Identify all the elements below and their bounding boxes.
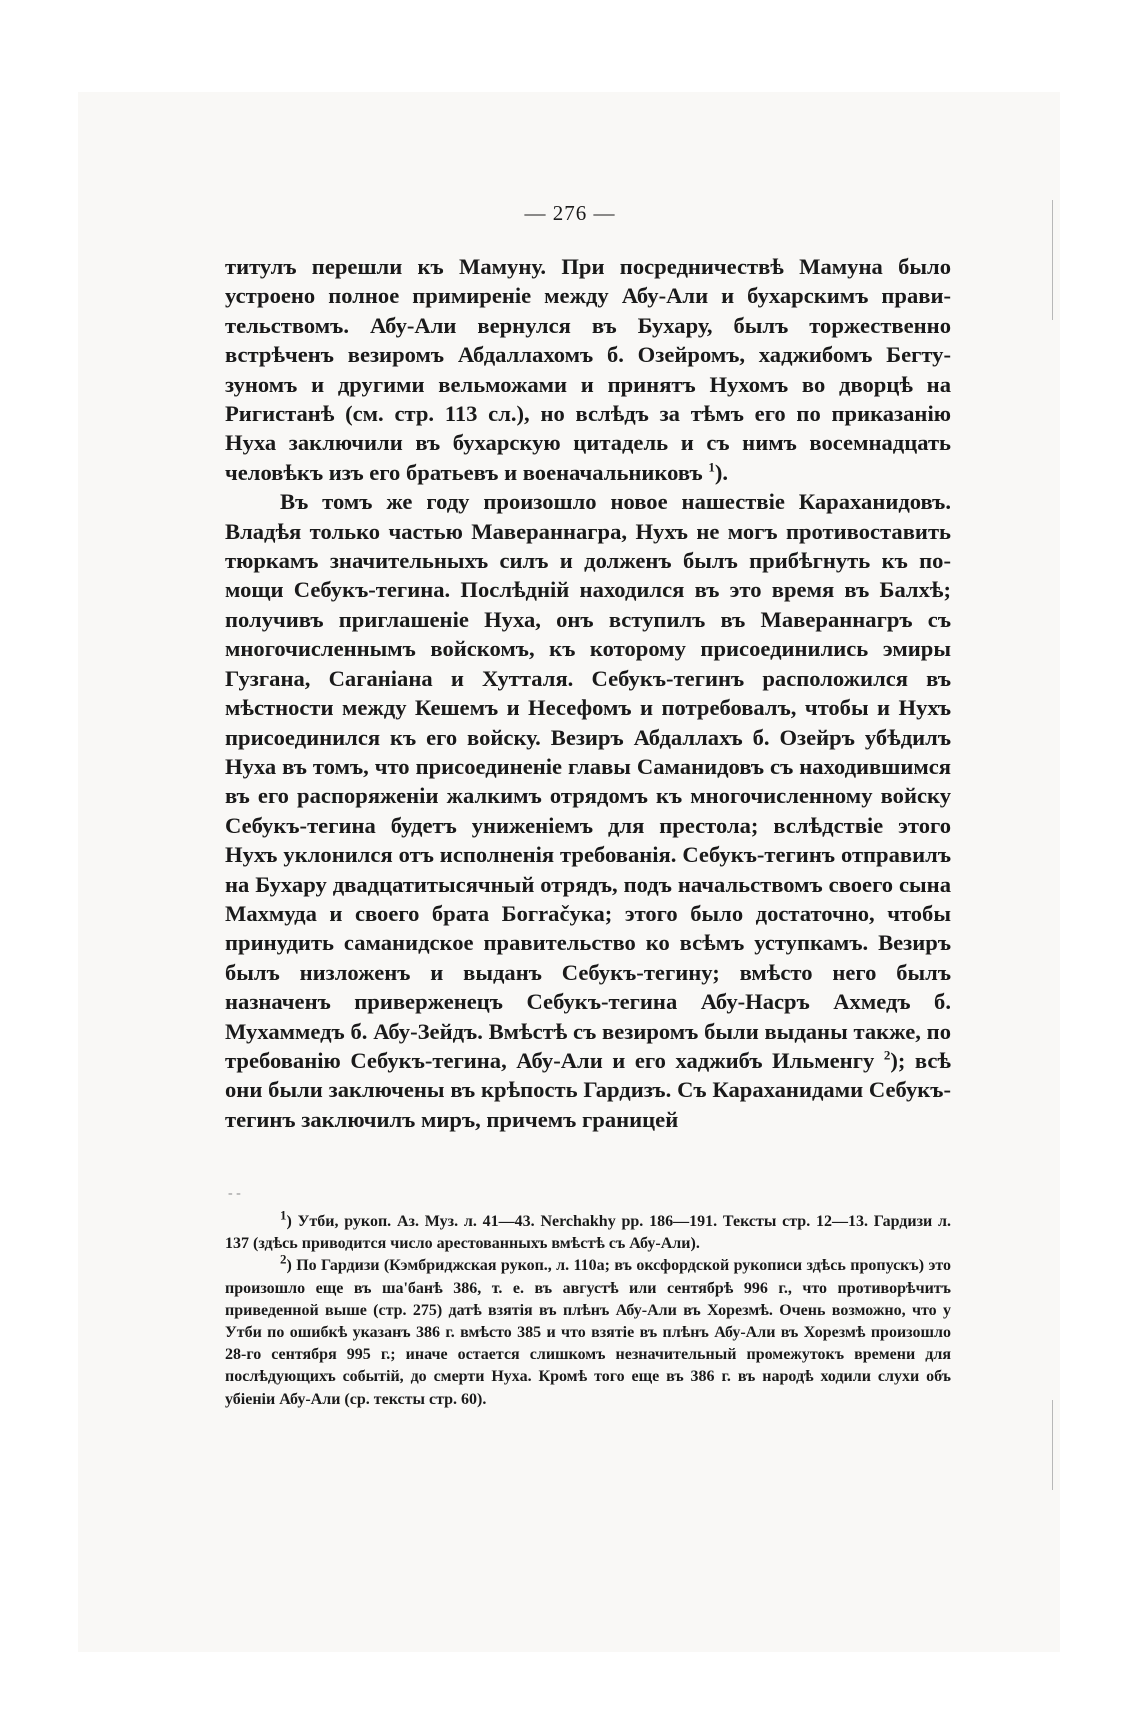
- footnote-1-text: ) Утби, рукоп. Аз. Муз. л. 41—43. Nerchakhy pp. 186—191. Тексты стр. 12—13. Гардизи л. 137 (здѣсь приводится число арестованныхъ вмѣстѣ съ Абу-Али).: [225, 1213, 951, 1253]
- footnotes: [225, 1207, 951, 1411]
- paragraph-1-end: ).: [714, 459, 729, 485]
- footnote-2-text: ) По Гардизи (Кэмбриджская рукоп., л. 110а; въ оксфордской рукописи здѣсь пропускъ) это произошло еще въ ша'банѣ 386, т. е. въ августѣ или сентябрѣ 996 г., что противорѣчитъ приведенной выше (стр. 275) датѣ взятія въ плѣнъ Абу-Али въ Хорезмѣ. Очень возможно, что у Утби по ошибкѣ указанъ 386 г. вмѣсто 385 и что взятіе въ плѣнъ Абу-Али въ Хорезмѣ произошло 28-го сентября 995 г.; иначе остается слишкомъ незначительный промежутокъ времени для послѣдующихъ событій, до смерти Нуха. Кромѣ того еще въ 386 г. въ народѣ ходили слухи объ убіеніи Абу-Али (ср. тексты стр. 60).: [225, 1257, 951, 1408]
- footnote-1-marker: 1: [280, 1207, 287, 1223]
- paragraph-1-text: титулъ перешли къ Мамуну. При посредничествѣ Мамуна было устроено полное примиреніе между Абу-Али и бухарскимъ правительствомъ. Абу-Али вернулся въ Бухару, былъ торжественно встрѣченъ везиромъ Абдаллахомъ б. Озейромъ, хаджибомъ Бегтузуномъ и другими вельможами и принятъ Нухомъ во дворцѣ на Ригистанѣ (см. стр. 113 сл.), но вслѣдъ за тѣмъ его по приказанію Нуха заключили въ бухарскую цитадель и съ нимъ восемнадцать человѣкъ изъ его братьевъ и военачальниковъ: [225, 254, 951, 485]
- footnote-2: [225, 1252, 951, 1410]
- footnote-1: [225, 1207, 951, 1255]
- paragraph-2-text: Въ томъ же году произошло новое нашествіе Караханидовъ. Владѣя только частью Мавераннагра, Нухъ не могъ противоставить тюркамъ значительныхъ силъ и долженъ былъ прибѣгнуть къ помощи Себукъ-тегина. Послѣдній находился въ это время въ Балхѣ; получивъ приглашеніе Нуха, онъ вступилъ въ Мавераннагръ съ многочисленнымъ войскомъ, къ которому присоединились эмиры Гузгана, Саганіана и Хутталя. Себукъ-тегинъ расположился въ мѣстности между Кешемъ и Несефомъ и потребовалъ, чтобы и Нухъ присоединился къ его войску. Везиръ Абдаллахъ б. Озейръ убѣдилъ Нуха въ томъ, что присоединеніе главы Саманидовъ съ находившимся въ его распоряженіи жалкимъ отрядомъ къ многочисленному войску Себукъ-тегина будетъ униженіемъ для престола; вслѣдствіе этого Нухъ уклонился отъ исполненія требованія. Себукъ-тегинъ отправилъ на Бухару двадцатитысячный отрядъ, подъ начальствомъ своего сына Махмуда и своего брата Богračука; этого было достаточно, чтобы принудить саманидское правительство ко всѣмъ уступкамъ. Везиръ былъ низложенъ и выданъ Себукъ-тегину; вмѣсто него былъ назначенъ приверженецъ Себукъ-тегина Абу-Насръ Ахмедъ б. Мухаммедъ б. Абу-Зейдъ. Вмѣстѣ съ везиромъ были выданы также, по требованію Себукъ-тегина, Абу-Али и его хаджибъ Ильменгу: [225, 489, 951, 1073]
- main-text: [225, 252, 951, 1134]
- page-number: — 276 —: [524, 201, 616, 225]
- stray-marks: - -: [228, 1186, 241, 1201]
- footnote-2-marker: 2: [280, 1252, 287, 1268]
- footnote-ref-2: 2: [883, 1047, 891, 1063]
- paragraph-1: [225, 252, 951, 487]
- page-edge-mark-bottom: [1052, 1400, 1053, 1490]
- footnote-ref-1: 1: [708, 459, 715, 475]
- paragraph-2: [225, 487, 951, 1134]
- paragraph-2-continuation: ); всѣ они были заключены въ крѣпость Гардизъ. Съ Караханидами Себукъ-тегинъ заключилъ миръ, причемъ границей: [225, 1047, 951, 1132]
